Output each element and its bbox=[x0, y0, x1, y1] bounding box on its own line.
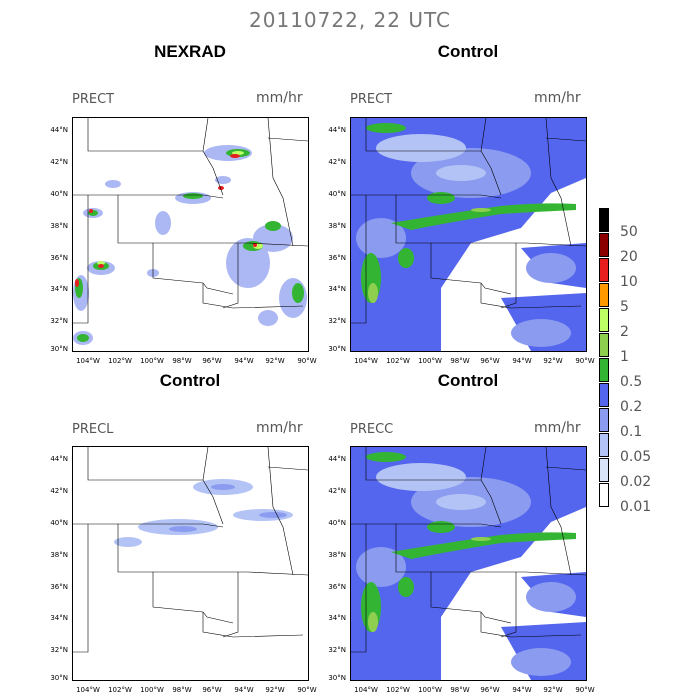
lon-tick-label: 102°W bbox=[108, 686, 132, 694]
colorbar-swatch bbox=[599, 308, 609, 332]
lon-tick-label: 92°W bbox=[543, 686, 563, 694]
lat-tick-label: 44°N bbox=[328, 126, 346, 134]
lon-tick-label: 104°W bbox=[354, 357, 378, 365]
lat-tick-label: 30°N bbox=[50, 345, 68, 353]
unit-label-control-precc: mm/hr bbox=[534, 420, 581, 436]
lon-tick-label: 100°W bbox=[418, 357, 442, 365]
colorbar-swatch bbox=[599, 258, 609, 282]
colorbar-label: 2 bbox=[620, 324, 629, 340]
lat-tick-label: 36°N bbox=[328, 254, 346, 262]
lat-tick-label: 30°N bbox=[50, 674, 68, 682]
map-panel-nexrad-prect bbox=[72, 117, 309, 352]
colorbar-swatch bbox=[599, 283, 609, 307]
lat-tick-label: 40°N bbox=[50, 190, 68, 198]
lat-tick-label: 36°N bbox=[50, 254, 68, 262]
lon-tick-label: 98°W bbox=[172, 686, 192, 694]
lon-tick-label: 92°W bbox=[265, 686, 285, 694]
lat-tick-label: 40°N bbox=[328, 519, 346, 527]
panel-title-control-prect: Control bbox=[437, 42, 499, 61]
lat-tick-label: 34°N bbox=[328, 614, 346, 622]
lon-tick-label: 102°W bbox=[108, 357, 132, 365]
lat-tick-label: 36°N bbox=[328, 583, 346, 591]
lat-tick-label: 42°N bbox=[328, 158, 346, 166]
lon-tick-label: 90°W bbox=[297, 357, 317, 365]
lat-tick-label: 42°N bbox=[328, 487, 346, 495]
map-panel-control-precc bbox=[350, 446, 587, 681]
lat-tick-label: 30°N bbox=[328, 674, 346, 682]
lon-tick-label: 94°W bbox=[512, 357, 532, 365]
lon-tick-label: 104°W bbox=[354, 686, 378, 694]
lat-tick-label: 42°N bbox=[50, 158, 68, 166]
colorbar-swatch bbox=[599, 333, 609, 357]
lat-tick-label: 42°N bbox=[50, 487, 68, 495]
colorbar-label: 0.02 bbox=[620, 474, 652, 490]
map-panel-control-prect bbox=[350, 117, 587, 352]
map-panel-control-precl bbox=[72, 446, 309, 681]
lat-tick-label: 32°N bbox=[50, 317, 68, 325]
var-label-nexrad: PRECT bbox=[72, 92, 115, 107]
lon-tick-label: 94°W bbox=[234, 686, 254, 694]
lon-tick-label: 98°W bbox=[172, 357, 192, 365]
lon-tick-label: 90°W bbox=[297, 686, 317, 694]
unit-label-control-precl: mm/hr bbox=[256, 420, 303, 436]
lat-tick-label: 34°N bbox=[328, 285, 346, 293]
colorbar-swatch bbox=[599, 358, 609, 382]
control-precl-map bbox=[73, 447, 308, 680]
lon-tick-label: 104°W bbox=[76, 686, 100, 694]
colorbar-label: 0.5 bbox=[620, 374, 643, 390]
lat-tick-label: 34°N bbox=[50, 614, 68, 622]
lat-tick-label: 40°N bbox=[328, 190, 346, 198]
panel-title-control-precc: Control bbox=[437, 371, 499, 390]
lat-tick-label: 44°N bbox=[328, 455, 346, 463]
lat-tick-label: 36°N bbox=[50, 583, 68, 591]
lat-tick-label: 40°N bbox=[50, 519, 68, 527]
colorbar-label: 50 bbox=[620, 224, 638, 240]
colorbar-label: 0.01 bbox=[620, 499, 652, 515]
lat-tick-label: 44°N bbox=[50, 455, 68, 463]
nexrad-precip-map bbox=[73, 118, 308, 351]
lat-tick-label: 32°N bbox=[50, 646, 68, 654]
colorbar-swatch bbox=[599, 483, 609, 507]
colorbar-label: 20 bbox=[620, 249, 638, 265]
lon-tick-label: 96°W bbox=[202, 357, 222, 365]
panel-title-control-precl: Control bbox=[159, 371, 221, 390]
lon-tick-label: 98°W bbox=[450, 686, 470, 694]
var-label-control-prect: PRECT bbox=[350, 92, 393, 107]
lon-tick-label: 94°W bbox=[512, 686, 532, 694]
panel-title-nexrad: NEXRAD bbox=[154, 42, 226, 61]
figure-title: 20110722, 22 UTC bbox=[249, 8, 451, 32]
lat-tick-label: 38°N bbox=[50, 222, 68, 230]
lat-tick-label: 34°N bbox=[50, 285, 68, 293]
lon-tick-label: 96°W bbox=[480, 357, 500, 365]
colorbar-label: 10 bbox=[620, 274, 638, 290]
lon-tick-label: 90°W bbox=[575, 357, 595, 365]
unit-label-nexrad: mm/hr bbox=[256, 90, 303, 106]
lat-tick-label: 38°N bbox=[328, 551, 346, 559]
lon-tick-label: 90°W bbox=[575, 686, 595, 694]
colorbar-swatch bbox=[599, 408, 609, 432]
unit-label-control-prect: mm/hr bbox=[534, 90, 581, 106]
lon-tick-label: 96°W bbox=[480, 686, 500, 694]
lat-tick-label: 30°N bbox=[328, 345, 346, 353]
colorbar-swatch bbox=[599, 458, 609, 482]
lon-tick-label: 100°W bbox=[418, 686, 442, 694]
lat-tick-label: 38°N bbox=[50, 551, 68, 559]
colorbar-swatch bbox=[599, 208, 609, 232]
lat-tick-label: 38°N bbox=[328, 222, 346, 230]
lon-tick-label: 104°W bbox=[76, 357, 100, 365]
lat-tick-label: 32°N bbox=[328, 317, 346, 325]
lon-tick-label: 98°W bbox=[450, 357, 470, 365]
colorbar-swatch bbox=[599, 233, 609, 257]
lat-tick-label: 44°N bbox=[50, 126, 68, 134]
control-precc-map bbox=[351, 447, 586, 680]
lon-tick-label: 100°W bbox=[140, 686, 164, 694]
colorbar-label: 0.2 bbox=[620, 399, 643, 415]
lon-tick-label: 92°W bbox=[265, 357, 285, 365]
lon-tick-label: 100°W bbox=[140, 357, 164, 365]
lon-tick-label: 92°W bbox=[543, 357, 563, 365]
var-label-control-precc: PRECC bbox=[350, 422, 394, 437]
colorbar-label: 0.1 bbox=[620, 424, 643, 440]
lon-tick-label: 102°W bbox=[386, 357, 410, 365]
colorbar-swatch bbox=[599, 383, 609, 407]
lon-tick-label: 94°W bbox=[234, 357, 254, 365]
colorbar-label: 0.05 bbox=[620, 449, 652, 465]
lon-tick-label: 102°W bbox=[386, 686, 410, 694]
colorbar-swatch bbox=[599, 433, 609, 457]
control-prect-map bbox=[351, 118, 586, 351]
lon-tick-label: 96°W bbox=[202, 686, 222, 694]
lat-tick-label: 32°N bbox=[328, 646, 346, 654]
var-label-control-precl: PRECL bbox=[72, 422, 114, 437]
colorbar-label: 1 bbox=[620, 349, 629, 365]
colorbar-label: 5 bbox=[620, 299, 629, 315]
